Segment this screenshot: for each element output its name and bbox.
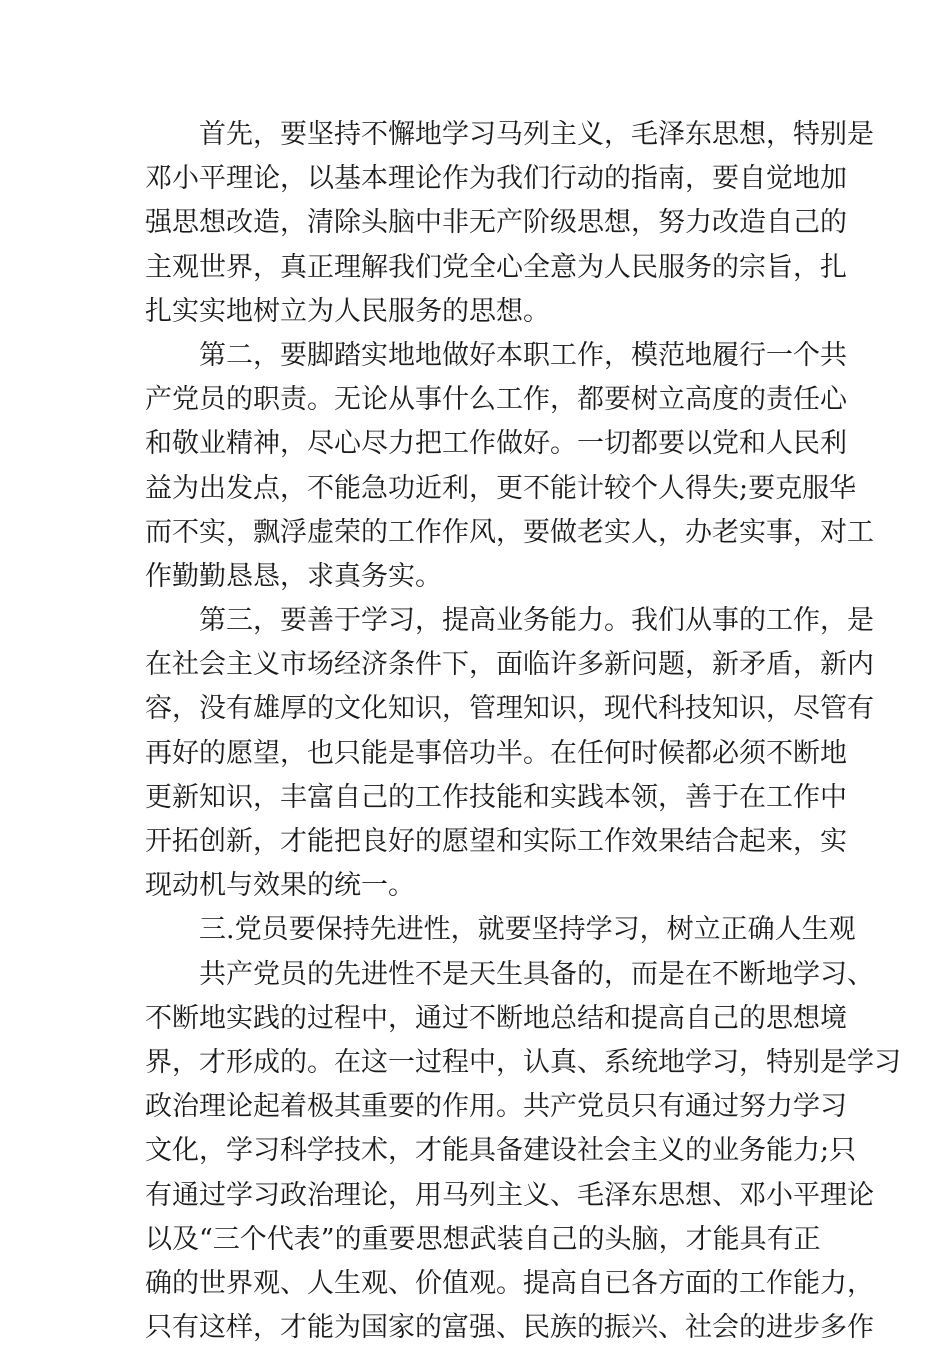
text-line: 和敬业精神，尽心尽力把工作做好。一切都要以党和人民利: [145, 428, 847, 460]
text-line: 作勤勤恳恳，求真务实。: [145, 560, 442, 592]
text-line: 主观世界，真正理解我们党全心全意为人民服务的宗旨，扎: [145, 251, 847, 283]
text-line: 有通过学习政治理论，用马列主义、毛泽东思想、邓小平理论: [145, 1179, 874, 1211]
text-line: 确的世界观、人生观、价值观。提高自已各方面的工作能力，: [145, 1267, 874, 1299]
text-line: 而不实，飘浮虚荣的工作作风，要做老实人，办老实事，对工: [145, 516, 874, 548]
text-line: 共产党员的先进性不是天生具备的，而是在不断地学习、: [199, 958, 874, 990]
paragraph-2: [145, 334, 874, 599]
section-heading: [145, 908, 856, 952]
paragraph-4: [145, 953, 901, 1350]
paragraph-1: [145, 113, 874, 334]
text-line: 文化，学习科学技术，才能具备建设社会主义的业务能力;只: [145, 1135, 857, 1167]
text-line: 再好的愿望，也只能是事倍功半。在任何时候都必须不断地: [145, 737, 847, 769]
text-line: 以及“三个代表”的重要思想武装自己的头脑，才能具有正: [145, 1223, 821, 1255]
document-body: [145, 113, 901, 1350]
text-line: 更新知识，丰富自己的工作技能和实践本领，善于在工作中: [145, 781, 847, 813]
text-line: 容，没有雄厚的文化知识，管理知识，现代科技知识，尽管有: [145, 693, 874, 725]
text-line: 现动机与效果的统一。: [145, 870, 415, 902]
text-line: 扎实实地树立为人民服务的思想。: [145, 295, 550, 327]
text-line: 强思想改造，清除头脑中非无产阶级思想，努力改造自己的: [145, 207, 847, 239]
paragraph-3: [145, 599, 874, 908]
text-line: 界，才形成的。在这一过程中，认真、系统地学习，特别是学习: [145, 1046, 901, 1078]
text-line: 不断地实践的过程中，通过不断地总结和提高自己的思想境: [145, 1002, 847, 1034]
text-line: 在社会主义市场经济条件下，面临许多新问题，新矛盾，新内: [145, 649, 874, 681]
text-line: 开拓创新，才能把良好的愿望和实际工作效果结合起来，实: [145, 826, 847, 857]
text-line: 只有这样，才能为国家的富强、民族的振兴、社会的进步多作: [145, 1312, 874, 1344]
text-line: 产党员的职责。无论从事什么工作，都要树立高度的责任心: [145, 384, 847, 416]
text-line: 首先，要坚持不懈地学习马列主义，毛泽东思想，特别是: [199, 119, 874, 150]
section-heading-text: 三.党员要保持先进性，就要坚持学习，树立正确人生观: [199, 914, 856, 946]
text-line: 益为出发点，不能急功近利，更不能计较个人得失;要克服华: [145, 472, 857, 504]
text-line: 邓小平理论，以基本理论作为我们行动的指南，要自觉地加: [145, 163, 847, 195]
text-line: 第三，要善于学习，提高业务能力。我们从事的工作，是: [199, 605, 874, 637]
text-line: 第二，要脚踏实地地做好本职工作，模范地履行一个共: [199, 339, 847, 371]
text-line: 政治理论起着极其重要的作用。共产党员只有通过努力学习: [145, 1091, 847, 1123]
